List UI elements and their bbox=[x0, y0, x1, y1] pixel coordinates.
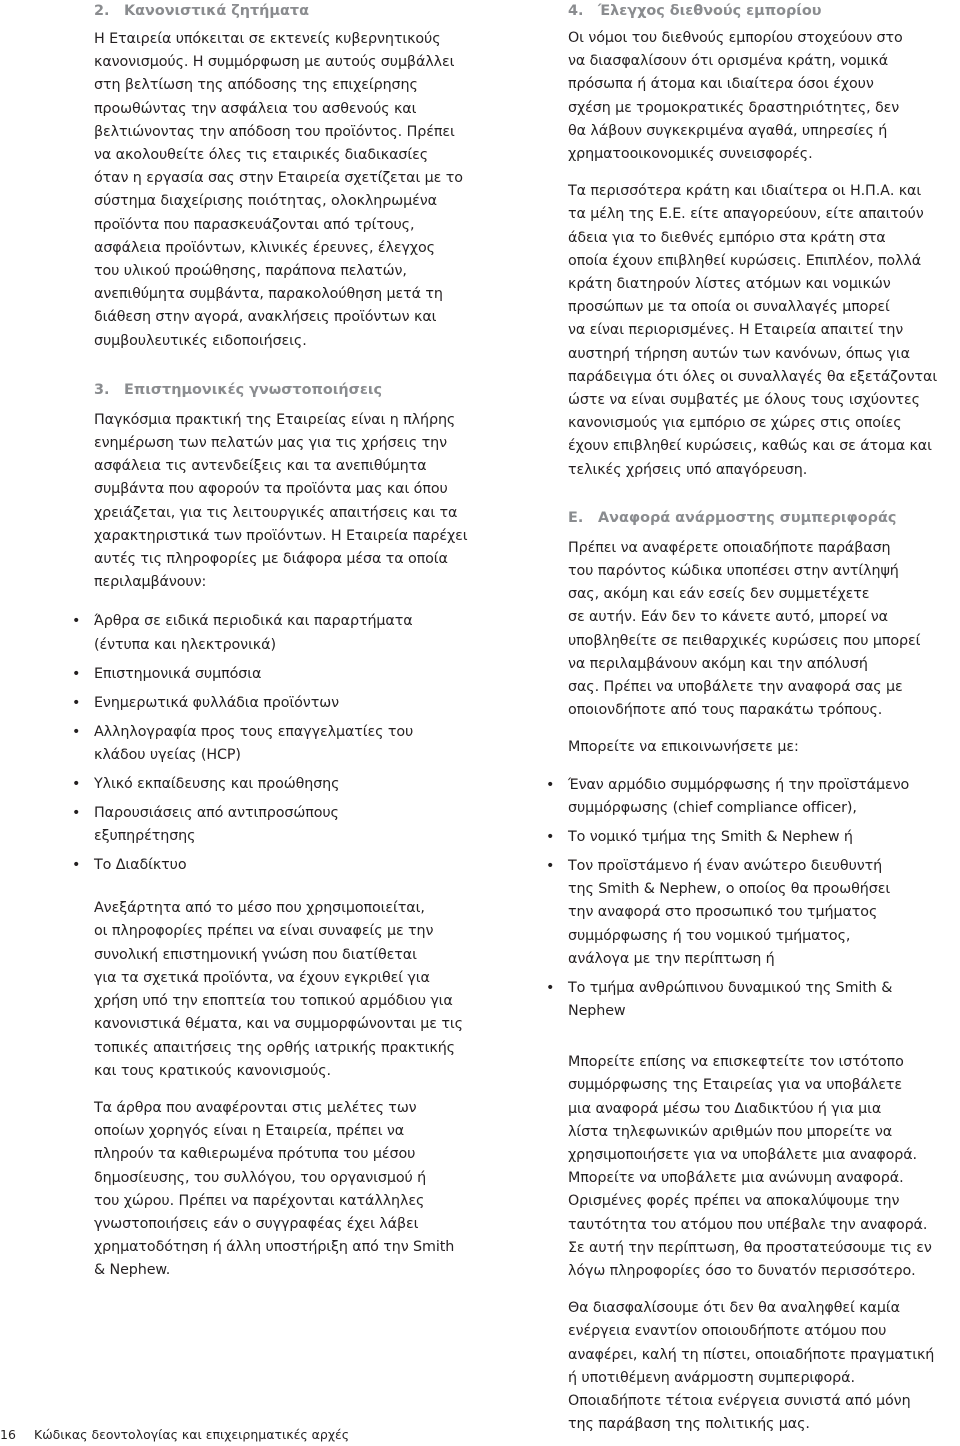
list-item: • Το νομικό τμήμα της Smith & Nephew ή bbox=[568, 826, 960, 849]
list-item: • Το τμήμα ανθρώπινου δυναμικού της Smith & Nephew bbox=[568, 977, 960, 1023]
section-e-letter: E. bbox=[568, 509, 584, 526]
section-4-title: Έλεγχος διεθνούς εμπορίου bbox=[598, 3, 822, 19]
list-item: • Παρουσιάσεις από αντιπροσώπους εξυπηρέτησης bbox=[94, 802, 494, 848]
bullet-icon: • bbox=[546, 979, 555, 996]
list-item: • Επιστημονικά συμπόσια bbox=[94, 663, 494, 686]
list-item: • Τον προϊστάμενο ή έναν ανώτερο διευθυντή της Smith & Nephew, ο οποίος θα προωθήσει την αναφορά στο προσωπικό του τμήματος συμμόρφωσης ή του νομικού τμήματος, ανάλογα με την περίπτωση ή bbox=[568, 855, 960, 971]
section-3-intro-paragraph: Παγκόσμια πρακτική της Εταιρείας είναι η πλήρης ενημέρωση των πελατών μας για τις χρήσεις την ασφάλεια τις αντενδείξεις και τα ανεπιθύμητα συμβάντα που αφορούν τα προϊόντα μας και όπου χρειάζεται, για τις λειτουργικές απαιτήσεις και τα χαρακτηριστικά των προϊόντων. Η Εταιρεία παρέχει αυτές τις πληροφορίες με διάφορα μέσα τα οποία περιλαμβάνουν: bbox=[94, 411, 468, 591]
list-item: • Το Διαδίκτυο bbox=[94, 854, 494, 877]
bullet-icon: • bbox=[546, 857, 555, 874]
section-4-heading bbox=[568, 1, 960, 21]
left-column bbox=[72, 0, 494, 1283]
section-2-number: 2. bbox=[94, 3, 110, 19]
section-3-bullet-list bbox=[72, 610, 494, 877]
section-e-bullet-list bbox=[546, 774, 960, 1023]
bullet-icon: • bbox=[72, 694, 81, 711]
section-3-title: Επιστημονικές γνωστοποιήσεις bbox=[124, 381, 382, 398]
page-number: 16 bbox=[0, 1427, 16, 1442]
section-e-paragraph-4: Θα διασφαλίσουμε ότι δεν θα αναληφθεί καμία ενέργεια εναντίον οποιουδήποτε ατόμου που αναφέρει, καλή τη πίστει, οποιαδήποτε πραγματική ή υποτιθέμενη ανάρμοστη συμπεριφορά. Οποιαδήποτε τέτοια ενέργεια συνιστά από μόνη της παράβαση της πολιτικής μας. bbox=[568, 1300, 935, 1433]
section-3-number: 3. bbox=[94, 381, 110, 398]
bullet-icon: • bbox=[72, 613, 81, 630]
list-item: • Άρθρα σε ειδικά περιοδικά και παραρτήματα (έντυπα και ηλεκτρονικά) bbox=[94, 610, 494, 656]
document-title: Κώδικας δεοντολογίας και επιχειρηματικές αρχές bbox=[34, 1427, 350, 1442]
section-4-paragraph-2: Τα περισσότερα κράτη και ιδιαίτερα οι Η.Π.Α. και τα μέλη της Ε.Ε. είτε απαγορεύουν, είτε απαιτούν άδεια για το διεθνές εμπόριο στα κράτη στα οποία έχουν επιβληθεί κυρώσεις. Επιπλέον, πολλά κράτη διατηρούν λίστες ατόμων και νομικών προσώπων με τα οποία οι συναλλαγές μπορεί να είναι περιορισμένες. Η Εταιρεία απαιτεί την αυστηρή τήρηση αυτών των κανόνων, όπως για παράδειγμα ότι όλες οι συναλλαγές θα εξετάζονται ώστε να είναι συμβατές με όλους τους ισχύοντες κανονισμούς για εμπόριο σε χώρες στις οποίες έχουν επιβληθεί κυρώσεις, καθώς και σε άτομα και τελικές χρήσεις υπό απαγόρευση. bbox=[568, 183, 938, 478]
bullet-icon: • bbox=[72, 804, 81, 821]
section-e-paragraph-3: Μπορείτε επίσης να επισκεφτείτε τον ιστότοπο συμμόρφωσης της Εταιρείας για να υποβάλετε μια αναφορά μέσω του Διαδικτύου ή για μια λίστα τηλεφωνικών αριθμών που μπορείτε να χρησιμοποιήσετε για να υποβάλετε μια αναφορά. Μπορείτε να υποβάλετε μια ανώνυμη αναφορά. Ορισμένες φορές πρέπει να αποκαλύψουμε την ταυτότητα του ατόμου που υπέβαλε την αναφορά. Σε αυτή την περίπτωση, θα προστατεύσουμε τις εν λόγω πληροφορίες όσο το δυνατόν περισσότερο. bbox=[568, 1054, 932, 1279]
section-4-number: 4. bbox=[568, 3, 584, 19]
section-e-paragraph-1: Πρέπει να αναφέρετε οποιαδήποτε παράβαση του παρόντος κώδικα υποπέσει στην αντίληψή σας, ακόμη και εάν εσείς δεν συμμετέχετε σε αυτήν. Εάν δεν το κάνετε αυτό, μπορεί να υποβληθείτε σε πειθαρχικές κυρώσεις που μπορεί να περιλαμβάνουν ακόμη και την απόλυσή σας. Πρέπει να υποβάλετε την αναφορά σας με οποιονδήποτε από τους παρακάτω τρόπους. bbox=[568, 539, 921, 719]
section-e-heading bbox=[568, 508, 960, 528]
list-item: • Αλληλογραφία προς τους επαγγελματίες του κλάδου υγείας (HCP) bbox=[94, 721, 494, 767]
right-column bbox=[546, 0, 960, 1436]
section-2-title: Κανονιστικά ζητήματα bbox=[124, 3, 309, 19]
section-e-contact-intro: Μπορείτε να επικοινωνήσετε με: bbox=[568, 739, 799, 756]
list-item: • Ενημερωτικά φυλλάδια προϊόντων bbox=[94, 692, 494, 715]
bullet-icon: • bbox=[72, 723, 81, 740]
section-3-heading bbox=[94, 380, 494, 400]
bullet-icon: • bbox=[546, 776, 555, 793]
list-item: • Υλικό εκπαίδευσης και προώθησης bbox=[94, 773, 494, 796]
bullet-icon: • bbox=[72, 775, 81, 792]
section-4-paragraph-1: Οι νόμοι του διεθνούς εμπορίου στοχεύουν στο να διασφαλίσουν ότι ορισμένα κράτη, νομικά πρόσωπα ή άτομα και ιδιαίτερα όσοι έχουν σχέση με τρομοκρατικές δραστηριότητες, δεν θα λάβουν συγκεκριμένα αγαθά, υπηρεσίες ή χρηματοοικονομικές συνεισφορές. bbox=[568, 30, 903, 163]
section-e-title: Αναφορά ανάρμοστης συμπεριφοράς bbox=[598, 509, 897, 526]
bullet-icon: • bbox=[546, 828, 555, 845]
section-2-heading bbox=[94, 1, 494, 21]
bullet-icon: • bbox=[72, 665, 81, 682]
section-3-articles-paragraph: Τα άρθρα που αναφέρονται στις μελέτες των οποίων χορηγός είναι η Εταιρεία, πρέπει να πληρούν τα καθιερωμένα πρότυπα του μέσου δημοσίευσης, του συλλόγου, του οργανισμού ή του χώρου. Πρέπει να παρέχονται κατάλληλες γνωστοποιήσεις εάν ο συγγραφέας έχει λάβει χρηματοδότηση ή άλλη υποστήριξη από την Smith & Nephew. bbox=[94, 1099, 455, 1279]
bullet-icon: • bbox=[72, 857, 81, 874]
section-2-paragraph: Η Εταιρεία υπόκειται σε εκτενείς κυβερνητικούς κανονισμούς. Η συμμόρφωση με αυτούς συμβάλλει στη βελτίωση της απόδοσης της επιχείρησης προωθώντας την ασφάλεια του ασθενούς και βελτιώνοντας την απόδοση του προϊόντος. Πρέπει να ακολουθείτε όλες τις εταιρικές διαδικασίες όταν η εργασία σας στην Εταιρεία σχετίζεται με το σύστημα διαχείρισης ποιότητας, ολοκληρωμένα προϊόντα που παρασκευάζονται από τρίτους, ασφάλεια προϊόντων, κλινικές έρευνες, έλεγχος του υλικού προώθησης, παράπονα πελατών, ανεπιθύμητα συμβάντα, παρακολούθηση μετά τη διάθεση στην αγορά, ανακλήσεις προϊόντων και συμβουλευτικές ειδοποιήσεις. bbox=[94, 31, 463, 349]
list-item: • Έναν αρμόδιο συμμόρφωσης ή την προϊστάμενο συμμόρφωσης (chief compliance officer), bbox=[568, 774, 960, 820]
section-3-media-paragraph: Ανεξάρτητα από το μέσο που χρησιμοποιείται, οι πληροφορίες πρέπει να είναι συναφείς με την συνολική επιστημονική γνώση που διατίθεται για τα σχετικά προϊόντα, να έχουν εγκριθεί για χρήση υπό την εποπτεία του τοπικού αρμόδιου για κανονιστικά θέματα, και να συμμορφώνονται με τις τοπικές απαιτήσεις της ορθής ιατρικής πρακτικής και τους κρατικούς κανονισμούς. bbox=[94, 900, 463, 1079]
